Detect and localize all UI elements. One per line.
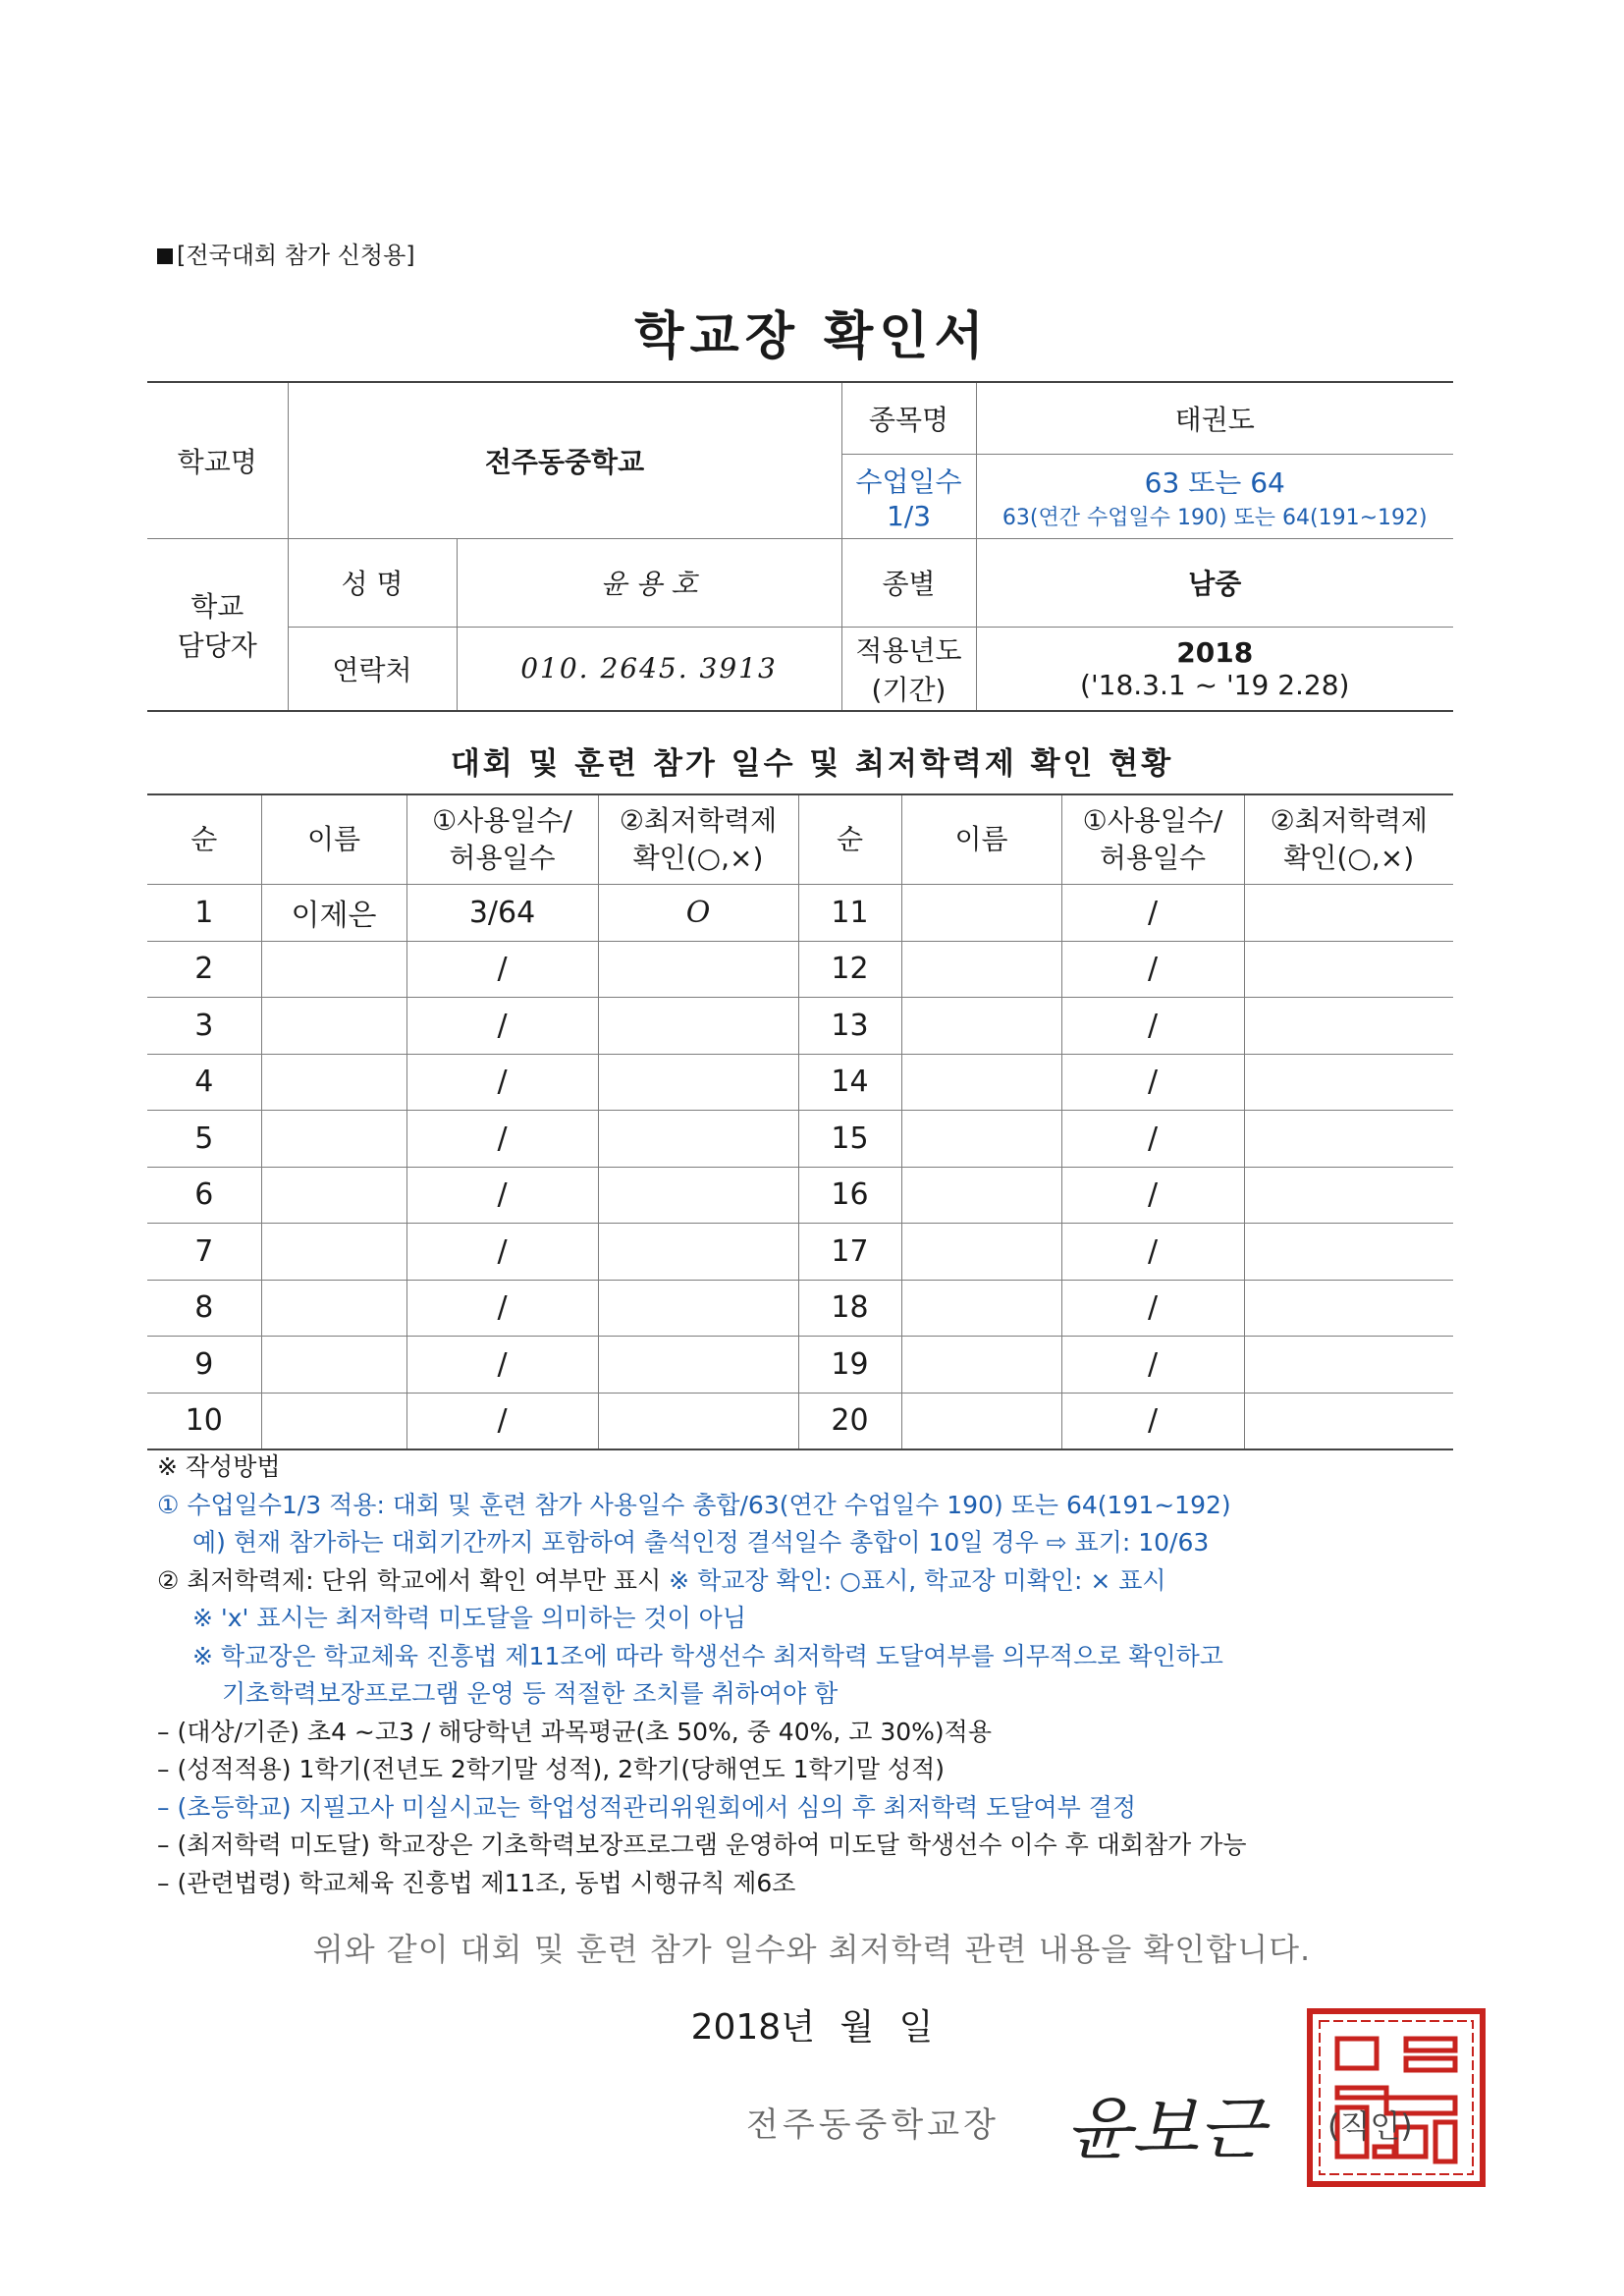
division-label: 종별 [841,538,976,627]
check-mark [1244,1280,1453,1337]
check-mark [1244,1167,1453,1224]
check-mark [1244,1111,1453,1168]
days-value: / [406,1167,598,1224]
header-table [147,381,1453,712]
days-value: / [1061,1337,1244,1394]
days-value: / [406,1054,598,1111]
days-value: / [1061,1280,1244,1337]
athlete-name [901,941,1061,998]
note-line: ※ 'x' 표시는 최저학력 미도달을 의미하는 것이 아님 [192,1604,746,1632]
days-value: / [1061,1111,1244,1168]
check-mark [598,1393,798,1449]
row-no: 3 [147,998,261,1055]
class-days-label: 수업일수 1/3 [841,454,976,538]
athlete-name [901,1337,1061,1394]
check-mark [598,998,798,1055]
check-mark [598,1337,798,1394]
check-mark [598,1111,798,1168]
year-label: 적용년도 (기간) [841,627,976,711]
athlete-name [901,1280,1061,1337]
athlete-name [261,1054,406,1111]
check-mark [1244,885,1453,942]
row-no: 1 [147,885,261,942]
sport-label: 종목명 [841,382,976,454]
col-days-header: ①사용일수/ 허용일수 [406,794,598,885]
year-value: 2018 ('18.3.1 ~ '19 2.28) [976,627,1453,711]
days-value: 3/64 [406,885,598,942]
athlete-name [261,1111,406,1168]
confirmation-statement: 위와 같이 대회 및 훈련 참가 일수와 최저학력 관련 내용을 확인합니다. [312,1931,1312,1968]
table-row [147,998,1453,1055]
row-no: 8 [147,1280,261,1337]
class-days-value: 63 또는 64 63(연간 수업일수 190) 또는 64(191~192) [976,454,1453,538]
document-title: 학교장 확인서 [634,307,990,366]
athlete-name [901,1224,1061,1281]
days-value: / [406,1224,598,1281]
note-line: 기초학력보장프로그램 운영 등 적절한 조치를 취하여야 함 [222,1679,839,1708]
table-row [147,1054,1453,1111]
row-no: 11 [798,885,901,942]
table-row [147,1337,1453,1394]
sport-value: 태권도 [976,382,1453,454]
note-line: – (최저학력 미도달) 학교장은 기초학력보장프로그램 운영하여 미도달 학생선수 이수 후 대회참가 가능 [157,1831,1247,1859]
row-no: 9 [147,1337,261,1394]
note-line: – (대상/기준) 초4 ~고3 / 해당학년 과목평균(초 50%, 중 40%, 고 30%)적용 [157,1717,992,1746]
athlete-name [261,941,406,998]
col-days-header: ①사용일수/ 허용일수 [1061,794,1244,885]
athlete-name [261,1224,406,1281]
athlete-name [901,1167,1061,1224]
roster-header-row [147,794,1453,885]
roster-table [147,793,1453,1450]
row-no: 15 [798,1111,901,1168]
check-mark [598,941,798,998]
check-mark [1244,1393,1453,1449]
col-name-header: 이름 [261,794,406,885]
table-row [147,1393,1453,1449]
check-mark [598,1224,798,1281]
signer-title: 전주동중학교장 [746,2105,1000,2145]
days-value: / [1061,1167,1244,1224]
school-label: 학교명 [147,382,288,538]
col-check-header: ②최저학력제 확인(○,×) [598,794,798,885]
check-mark [1244,1054,1453,1111]
row-no: 17 [798,1224,901,1281]
contact-label: 연락처 [288,627,457,711]
row-no: 5 [147,1111,261,1168]
days-value: / [406,1111,598,1168]
athlete-name [901,1054,1061,1111]
check-mark [598,1280,798,1337]
row-no: 18 [798,1280,901,1337]
school-name: 전주동중학교 [288,382,841,538]
table-row [147,1167,1453,1224]
row-no: 10 [147,1393,261,1449]
row-no: 14 [798,1054,901,1111]
check-mark [1244,1224,1453,1281]
check-mark [1244,1337,1453,1394]
contact-handwritten: 010. 2645. 3913 [457,627,841,711]
check-mark [1244,998,1453,1055]
document-tag [157,236,415,270]
days-value: / [406,1337,598,1394]
athlete-name [901,1111,1061,1168]
days-value: / [1061,1224,1244,1281]
athlete-name [901,885,1061,942]
note-line: – (초등학교) 지필고사 미실시교는 학업성적관리위원회에서 심의 후 최저학력 도달여부 결정 [157,1792,1137,1822]
table-row [147,885,1453,942]
table-row [147,941,1453,998]
division-value: 남중 [976,538,1453,627]
days-value: / [406,998,598,1055]
athlete-name [261,1280,406,1337]
document-tag-text: [전국대회 참가 신청용] [177,242,415,269]
athlete-name [261,1167,406,1224]
instructions [157,1449,1473,1902]
athlete-name [901,998,1061,1055]
manager-label: 학교 담당자 [147,538,288,711]
days-value: / [1061,885,1244,942]
athlete-name [261,1393,406,1449]
note-line: – (성적적용) 1학기(전년도 2학기말 성적), 2학기(당해연도 1학기말 성적) [157,1755,945,1783]
col-no-header: 순 [147,794,261,885]
row-no: 12 [798,941,901,998]
athlete-name [261,1337,406,1394]
row-no: 13 [798,998,901,1055]
square-bullet-icon [157,248,173,264]
row-no: 20 [798,1393,901,1449]
table-row [147,1224,1453,1281]
note-line: – (관련법령) 학교체육 진흥법 제11조, 동법 시행규칙 제6조 [157,1868,796,1897]
row-no: 7 [147,1224,261,1281]
days-value: / [406,1393,598,1449]
name-label: 성 명 [288,538,457,627]
check-mark [598,1167,798,1224]
date-line: 2018년 월 일 [690,2007,934,2048]
col-no-header: 순 [798,794,901,885]
days-value: / [406,941,598,998]
section-title: 대회 및 훈련 참가 일수 및 최저학력제 확인 현황 [450,746,1174,782]
official-seal-icon [1298,1999,1494,2196]
row-no: 16 [798,1167,901,1224]
name-handwritten: 윤 용 호 [457,538,841,627]
table-row [147,1280,1453,1337]
col-name-header: 이름 [901,794,1061,885]
col-check-header: ②최저학력제 확인(○,×) [1244,794,1453,885]
check-mark [1244,941,1453,998]
athlete-name: 이제은 [261,885,406,942]
row-no: 19 [798,1337,901,1394]
seal-label: (직인) [1327,2107,1413,2145]
note-line: ① 수업일수1/3 적용: 대회 및 훈련 참가 사용일수 총합/63(연간 수업일수 190) 또는 64(191~192) [157,1490,1231,1519]
note-line: 예) 현재 참가하는 대회기간까지 포함하여 출석인정 결석일수 총합이 10일 경우 ⇨ 표기: 10/63 [192,1528,1210,1557]
days-value: / [1061,941,1244,998]
check-mark: O [598,885,798,942]
instructions-heading: ※ 작성방법 [157,1452,281,1481]
row-no: 6 [147,1167,261,1224]
row-no: 4 [147,1054,261,1111]
days-value: / [1061,1054,1244,1111]
note-line: ② 최저학력제: 단위 학교에서 확인 여부만 표시 ※ 학교장 확인: ○표시, 학교장 미확인: × 표시 [157,1565,1166,1595]
days-value: / [406,1280,598,1337]
row-no: 2 [147,941,261,998]
note-line: ※ 학교장은 학교체육 진흥법 제11조에 따라 학생선수 최저학력 도달여부를 의무적으로 확인하고 [192,1641,1223,1670]
days-value: / [1061,998,1244,1055]
principal-signature: 윤보근 [1065,2089,1265,2169]
athlete-name [261,998,406,1055]
athlete-name [901,1393,1061,1449]
days-value: / [1061,1393,1244,1449]
table-row [147,1111,1453,1168]
check-mark [598,1054,798,1111]
